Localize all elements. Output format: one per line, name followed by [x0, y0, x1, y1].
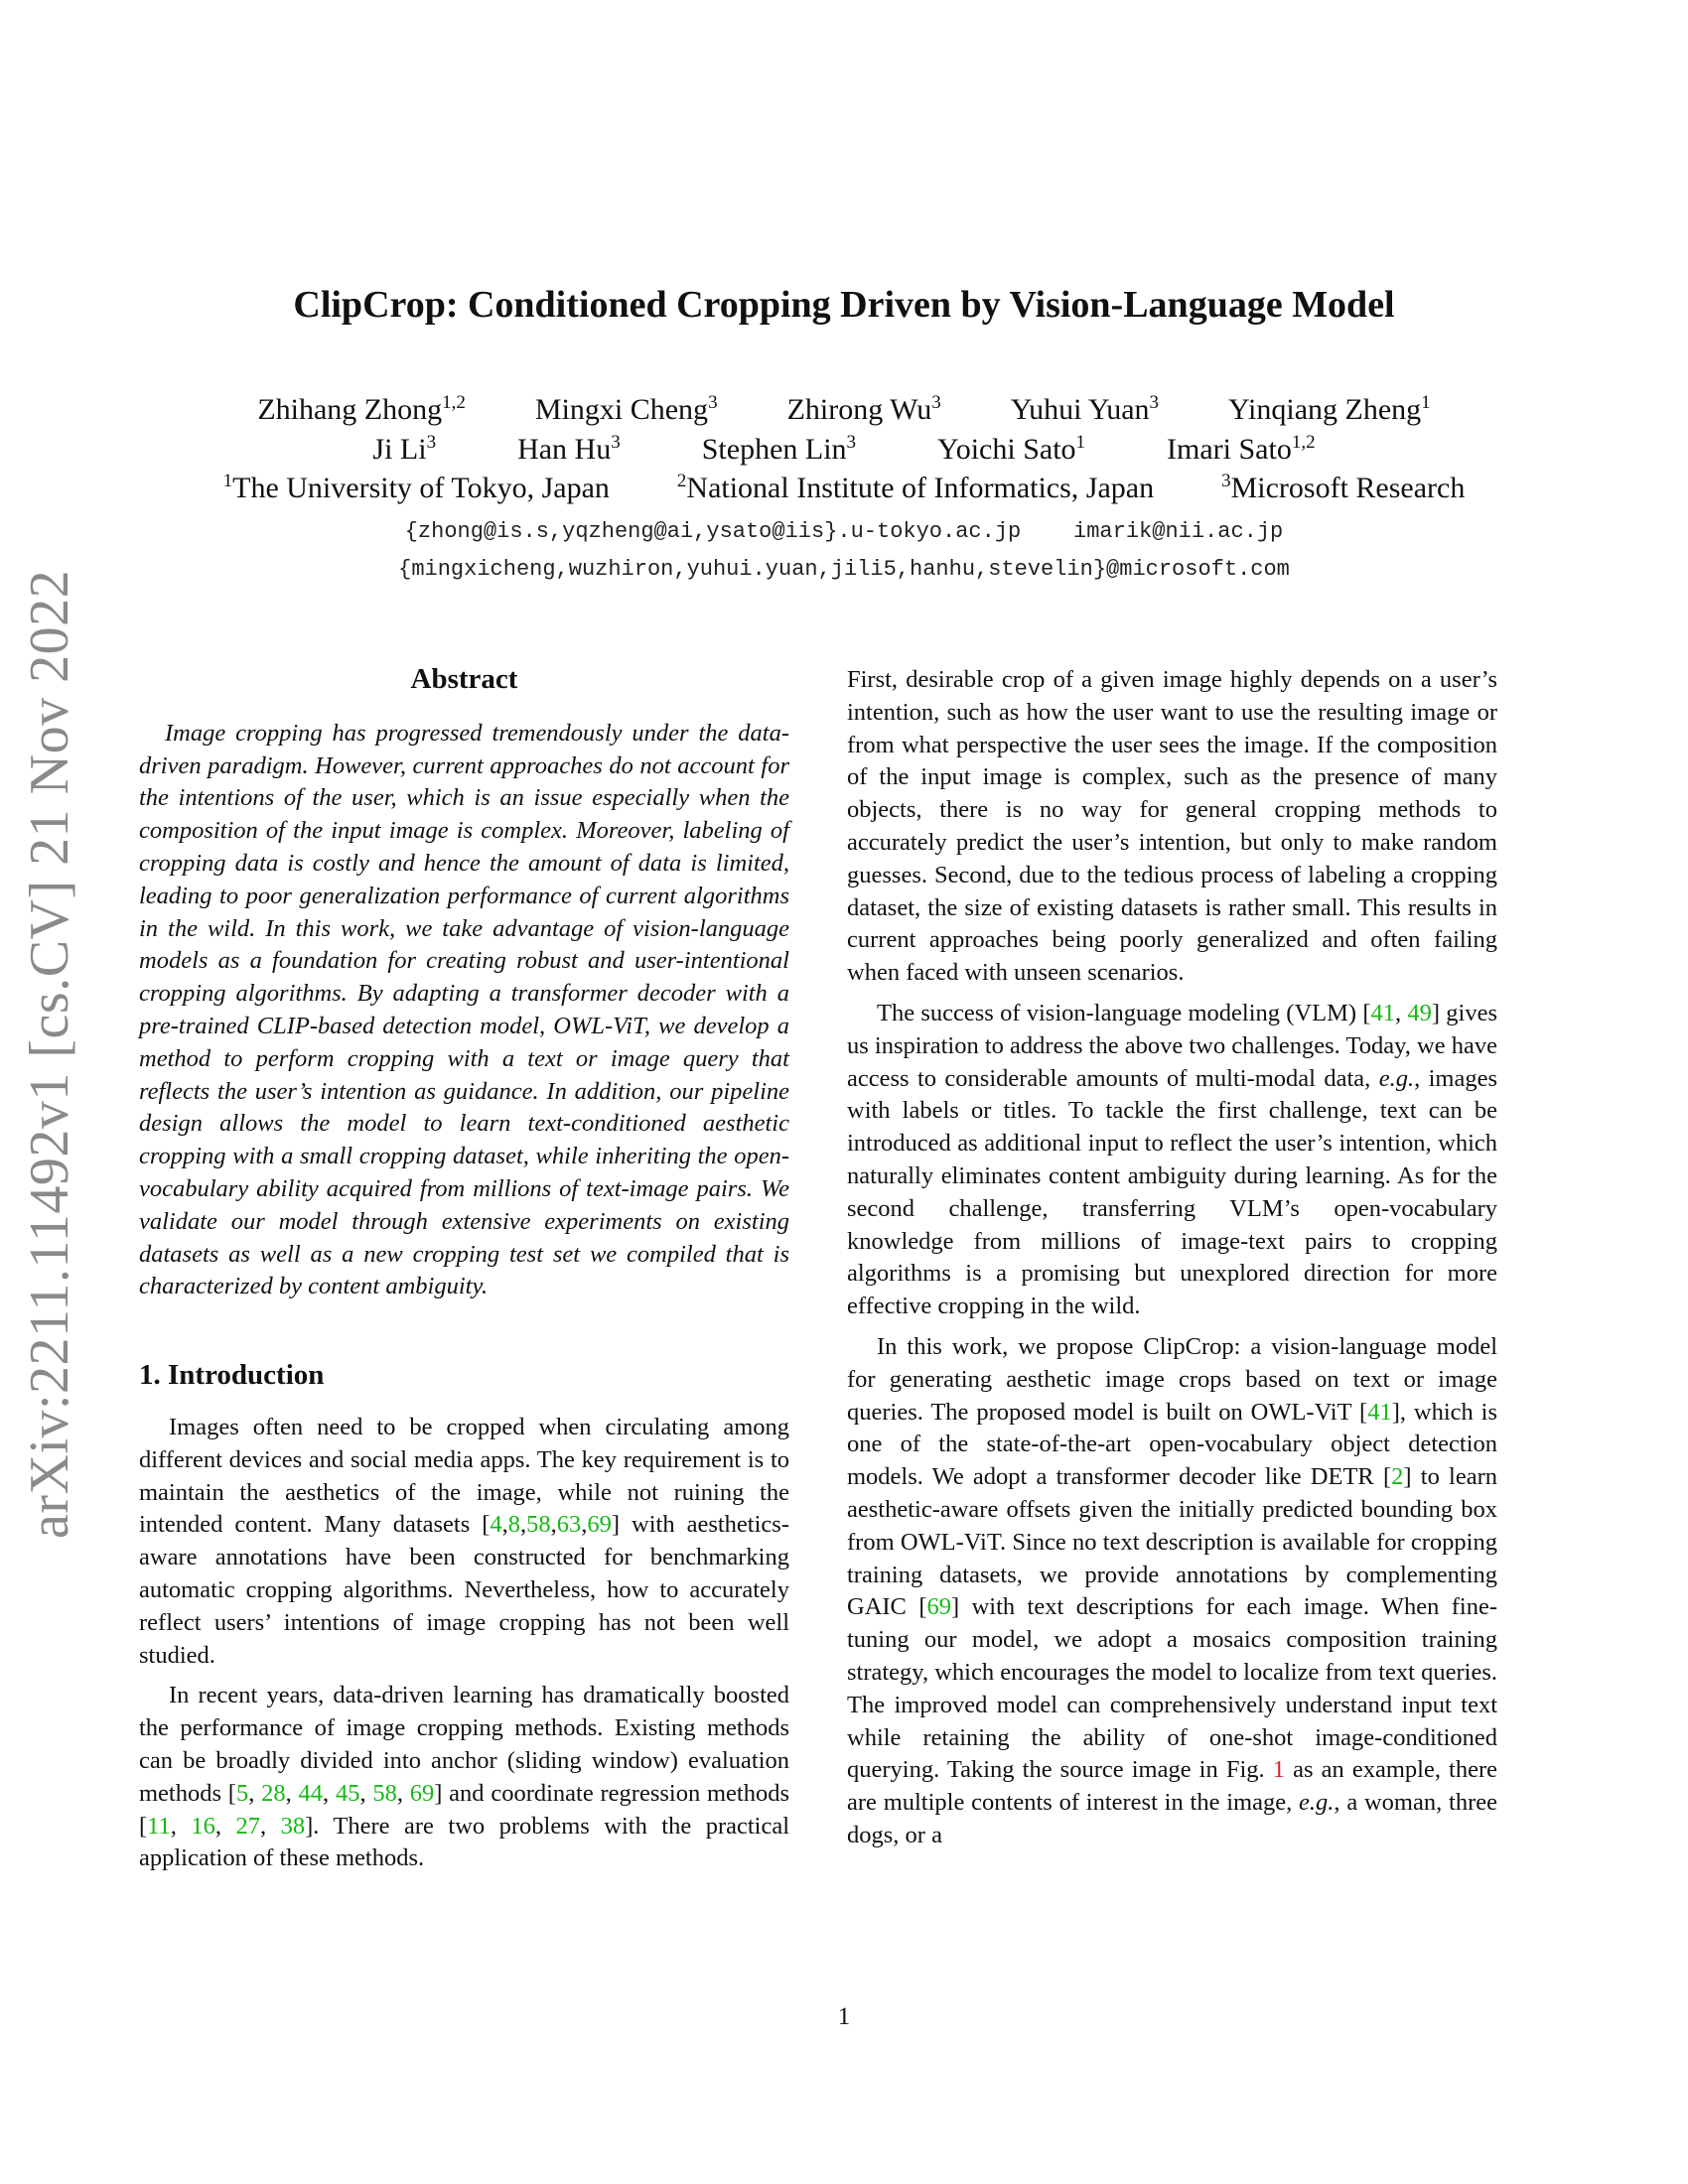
intro-paragraph-1: Images often need to be cropped when circulating among different devices and social media apps. The key requirement is to maintain the aesthetics of the image, while not ruining the intended content. Many datasets [4,8,58,63,69] with aesthetics-aware annotations have been constructed for benchmarking automatic cropping algorithms. Nevertheless, how to accurately reflect users’ intentions of image cropping has not been well studied. [139, 1413, 789, 1669]
citation-link[interactable]: 58 [526, 1511, 551, 1539]
author: Ji Li$^3$ [372, 432, 437, 466]
affiliations [0, 471, 1688, 505]
citation-link[interactable]: 69 [409, 1779, 435, 1807]
authors-row-1 [0, 392, 1688, 427]
affiliation: $^3$Microsoft Research [1221, 471, 1466, 504]
abstract-text: Image cropping has progressed tremendously under the data-driven paradigm. However, current approaches do not account for the intentions of the user, which is an issue especially when the composition of the input image is complex. Moreover, labeling of cropping data is costly and hence the amount of data is limited, leading to poor generalization performance of current algorithms in the wild. In this work, we take advantage of vision-language models as a foundation for creating robust and user-intentional cropping algorithms. By adapting a transformer decoder with a pre-trained CLIP-based detection model, OWL-ViT, we develop a method to perform cropping with a text or image query that reflects the user’s intention as guidance. In addition, our pipeline design allows the model to learn text-conditioned aesthetic cropping with a small cropping dataset, while inheriting the open-vocabulary ability acquired from millions of text-image pairs. We validate our model through extensive experiments on existing datasets as well as a new cropping test set we compiled that is characterized by content ambiguity. [139, 719, 789, 1300]
affiliation: $^1$The University of Tokyo, Japan [222, 471, 610, 504]
author: Yuhui Yuan$^3$ [1010, 392, 1160, 426]
section-heading-introduction: 1. Introduction [139, 1359, 325, 1392]
authors-row-2 [0, 432, 1688, 467]
citation-link[interactable]: 28 [261, 1779, 286, 1807]
paper-title: ClipCrop: Conditioned Cropping Driven by Vision-Language Model [293, 284, 1395, 326]
citation-link[interactable]: 69 [587, 1511, 612, 1539]
affiliation: $^2$National Institute of Informatics, Japan [676, 471, 1155, 504]
author: Yoichi Sato$^1$ [937, 432, 1086, 466]
arxiv-stamp: arXiv:2211.11492v1 [cs.CV] 21 Nov 2022 [19, 569, 80, 1539]
author: Imari Sato$^{1,2}$ [1167, 432, 1316, 466]
citation-link[interactable]: 58 [372, 1779, 397, 1807]
author: Zhirong Wu$^3$ [786, 392, 941, 426]
right-column [847, 664, 1497, 1852]
citation-link[interactable]: 41 [1370, 999, 1395, 1026]
citation-link[interactable]: 63 [556, 1511, 582, 1539]
author: Zhihang Zhong$^{1,2}$ [257, 392, 466, 426]
citation-link[interactable]: 4 [490, 1511, 502, 1539]
citation-link[interactable]: 41 [1367, 1398, 1392, 1426]
author: Yinqiang Zheng$^1$ [1228, 392, 1431, 426]
author: Mingxi Cheng$^3$ [534, 392, 718, 426]
citation-link[interactable]: 49 [1407, 999, 1432, 1026]
citation-link[interactable]: 2 [1391, 1463, 1404, 1491]
citation-link[interactable]: 11 [147, 1812, 171, 1840]
figure-reference-link[interactable]: 1 [1272, 1756, 1285, 1784]
citation-link[interactable]: 16 [191, 1812, 215, 1840]
left-column [139, 663, 789, 1875]
citation-link[interactable]: 8 [507, 1511, 521, 1539]
intro-paragraph-2: In recent years, data-driven learning has dramatically boosted the performance of image cropping methods. Existing methods can be broadly divided into anchor (sliding window) evaluation methods [5, 28, 44, 45, 58, 69] and coordinate regression methods [11, 16, 27, 38]. There are two problems with the practical application of these methods. [139, 1682, 790, 1872]
citation-link[interactable]: 44 [298, 1779, 324, 1807]
email-line-1[interactable]: {zhong@is.s,yqzheng@ai,ysato@iis}.u-tokyo.ac.jp imarik@nii.ac.jp [404, 519, 1284, 544]
citation-link[interactable]: 5 [235, 1779, 249, 1807]
author: Stephen Lin$^3$ [701, 432, 857, 466]
citation-link[interactable]: 69 [926, 1593, 951, 1621]
citation-link[interactable]: 45 [335, 1779, 360, 1807]
citation-link[interactable]: 38 [280, 1812, 306, 1840]
citation-link[interactable]: 27 [235, 1812, 260, 1840]
page-number: 1 [837, 2003, 851, 2030]
email-line-2[interactable]: {mingxicheng,wuzhiron,yuhui.yuan,jili5,hanhu,stevelin}@microsoft.com [398, 557, 1290, 582]
intro-paragraph-3: First, desirable crop of a given image highly depends on a user’s intention, such as how the user want to use the resulting image or from what perspective the user sees the image. If the composition of the input image is complex, such as the presence of many objects, there is no way for general cropping methods to accurately predict the user’s intention, but only to make random guesses. Second, due to the tedious process of labeling a cropping dataset, the size of existing datasets is rather small. This results in current approaches being poorly generalized and often failing when faced with unseen scenarios. [847, 666, 1497, 987]
intro-paragraph-4: The success of vision-language modeling (VLM) [41, 49] gives us inspiration to address the above two challenges. Today, we have access to considerable amounts of multi-modal data, e.g., images with labels or titles. To tackle the first challenge, text can be introduced as additional input to reflect the user’s intention, which naturally eliminates content ambiguity during learning. As for the second challenge, transferring VLM’s open-vocabulary knowledge from millions of image-text pairs to cropping algorithms is a promising but unexplored direction for more effective cropping in the wild. [847, 999, 1498, 1320]
abstract-heading: Abstract [410, 663, 518, 695]
intro-paragraph-5: In this work, we propose ClipCrop: a vision-language model for generating aesthetic image crops based on text or image queries. The proposed model is built on OWL-ViT [41], which is one of the state-of-the-art open-vocabulary object detection models. We adopt a transformer decoder like DETR [2] to learn aesthetic-aware offsets given the initially predicted bounding box from OWL-ViT. Since no text description is available for cropping training datasets, we provide annotations by complementing GAIC [69] with text descriptions for each image. When fine-tuning our model, we adopt a mosaics composition training strategy, which encourages the model to localize from text queries. The improved model can comprehensively understand input text while retaining the ability of one-shot image-conditioned querying. Taking the source image in Fig. 1 as an example, there are multiple contents of interest in the image, e.g., a woman, three dogs, or a [847, 1332, 1498, 1848]
author: Han Hu$^3$ [517, 432, 621, 466]
